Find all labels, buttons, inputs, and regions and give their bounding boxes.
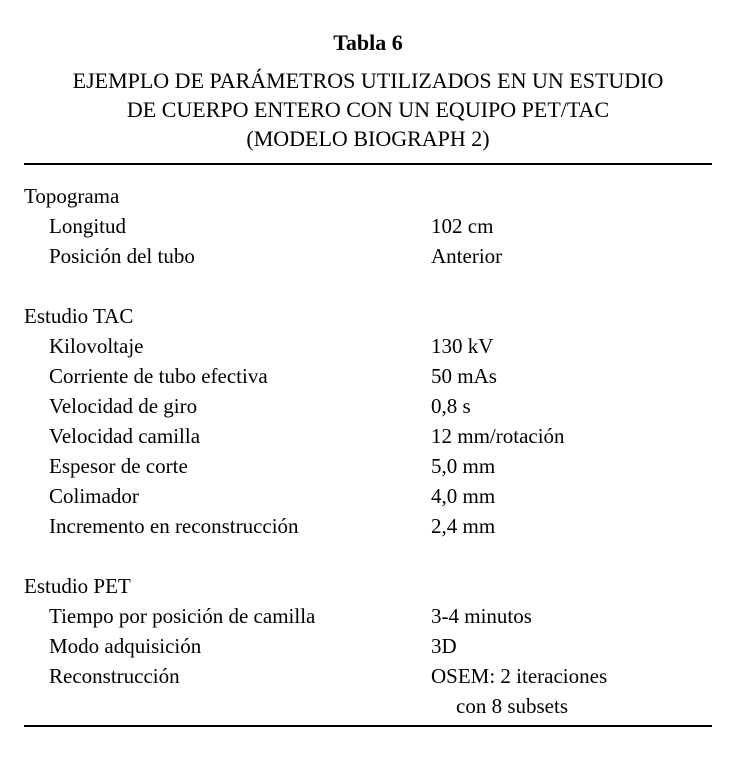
parameter-value: Anterior — [431, 244, 503, 268]
parameter-value: 0,8 s — [431, 394, 471, 418]
parameter-value-continuation: con 8 subsets — [456, 694, 568, 718]
parameter-label: Reconstrucción — [49, 664, 180, 688]
table-row — [0, 481, 736, 511]
parameter-label: Colimador — [49, 484, 139, 508]
top-rule — [24, 163, 712, 165]
parameter-label: Corriente de tubo efectiva — [49, 364, 268, 388]
parameter-label: Espesor de corte — [49, 454, 188, 478]
parameter-label: Incremento en reconstrucción — [49, 514, 299, 538]
table-row — [0, 241, 736, 271]
parameter-label: Velocidad de giro — [49, 394, 198, 418]
bottom-rule — [24, 725, 712, 727]
parameter-value: 5,0 mm — [431, 454, 496, 478]
table-row — [0, 361, 736, 391]
caption-line: DE CUERPO ENTERO CON UN EQUIPO PET/TAC — [126, 97, 610, 122]
table-row — [0, 601, 736, 631]
parameter-value: 12 mm/rotación — [431, 424, 565, 448]
parameter-value: 2,4 mm — [431, 514, 496, 538]
caption-line: (MODELO BIOGRAPH 2) — [246, 126, 490, 151]
parameter-label: Longitud — [49, 214, 126, 238]
parameter-value: 102 cm — [431, 214, 494, 238]
table-row — [0, 511, 736, 541]
table-row — [0, 211, 736, 241]
table-caption — [0, 66, 736, 153]
table-row — [0, 451, 736, 481]
caption-line: EJEMPLO DE PARÁMETROS UTILIZADOS EN UN ESTUDIO — [72, 68, 664, 93]
table-row-continuation — [0, 691, 736, 721]
parameter-value: 130 kV — [431, 334, 494, 358]
table-row — [0, 661, 736, 691]
parameter-value: 4,0 mm — [431, 484, 496, 508]
section-row-topograma — [0, 181, 736, 211]
parameter-label: Posición del tubo — [49, 244, 195, 268]
table-row — [0, 391, 736, 421]
parameter-label: Velocidad camilla — [49, 424, 201, 448]
parameter-value: 3D — [431, 634, 457, 658]
table-row — [0, 331, 736, 361]
parameter-value: OSEM: 2 iteraciones — [431, 664, 608, 688]
table-row — [0, 421, 736, 451]
section-title: Topograma — [24, 184, 120, 208]
section-title: Estudio TAC — [24, 304, 134, 328]
table-row — [0, 631, 736, 661]
parameter-value: 50 mAs — [431, 364, 497, 388]
table-number: Tabla 6 — [333, 30, 403, 55]
section-row-estudio-pet — [0, 571, 736, 601]
parameter-label: Tiempo por posición de camilla — [49, 604, 316, 628]
parameter-label: Kilovoltaje — [49, 334, 144, 358]
section-row-estudio-tac — [0, 301, 736, 331]
parameter-label: Modo adquisición — [49, 634, 202, 658]
parameter-value: 3-4 minutos — [431, 604, 532, 628]
section-title: Estudio PET — [24, 574, 131, 598]
